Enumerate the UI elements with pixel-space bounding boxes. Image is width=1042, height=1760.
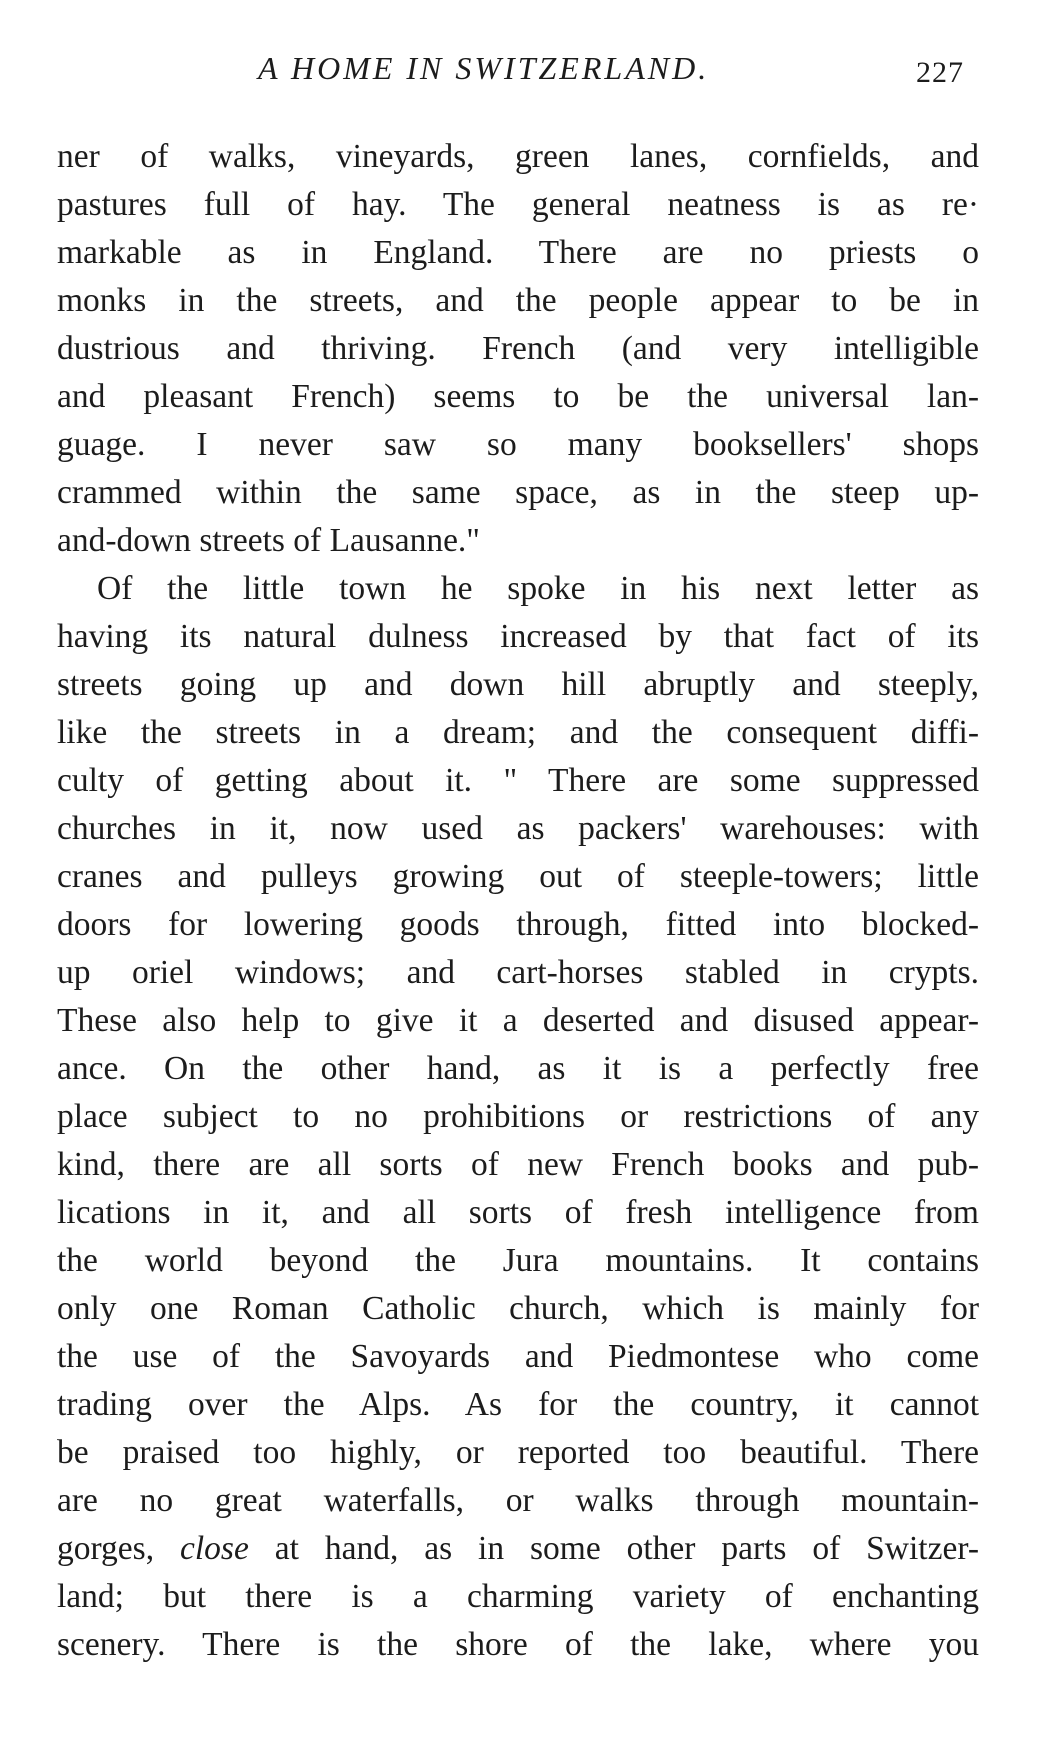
text-line: lications in it, and all sorts of fresh intelligence from bbox=[57, 1194, 979, 1231]
paragraph-continuation bbox=[57, 133, 979, 565]
text-line: are no great waterfalls, or walks through mountain- bbox=[57, 1482, 979, 1519]
text-line: the use of the Savoyards and Piedmontese who come bbox=[57, 1338, 979, 1375]
text-line: gorges, close at hand, as in some other parts of Switzer- bbox=[57, 1530, 979, 1567]
body-text bbox=[57, 133, 979, 1669]
text-line: Of the little town he spoke in his next letter as bbox=[97, 570, 979, 607]
text-line: ance. On the other hand, as it is a perfectly free bbox=[57, 1050, 979, 1087]
running-title: A HOME IN SWITZERLAND. bbox=[258, 50, 710, 86]
text-line: be praised too highly, or reported too beautiful. There bbox=[57, 1434, 979, 1471]
text-line: cranes and pulleys growing out of steeple-towers; little bbox=[57, 858, 979, 895]
text-line: trading over the Alps. As for the country, it cannot bbox=[57, 1386, 979, 1423]
text-line: pastures full of hay. The general neatness is as re· bbox=[57, 186, 979, 223]
text-line: churches in it, now used as packers' warehouses: with bbox=[57, 810, 979, 847]
running-head bbox=[0, 50, 1042, 90]
text-line: markable as in England. There are no priests o bbox=[57, 234, 979, 271]
text-line: These also help to give it a deserted and disused appear- bbox=[57, 1002, 979, 1039]
text-line: monks in the streets, and the people appear to be in bbox=[57, 282, 979, 319]
text-line: the world beyond the Jura mountains. It contains bbox=[57, 1242, 979, 1279]
text-line: doors for lowering goods through, fitted into blocked- bbox=[57, 906, 979, 943]
text-line: ner of walks, vineyards, green lanes, cornfields, and bbox=[57, 138, 979, 175]
text-line: guage. I never saw so many booksellers' shops bbox=[57, 426, 979, 463]
text-line: having its natural dulness increased by that fact of its bbox=[57, 618, 979, 655]
emphasized-word: close bbox=[180, 1530, 249, 1567]
text-line: culty of getting about it. " There are some suppressed bbox=[57, 762, 979, 799]
text-line: place subject to no prohibitions or restrictions of any bbox=[57, 1098, 979, 1135]
text-line: up oriel windows; and cart-horses stabled in crypts. bbox=[57, 954, 979, 991]
text-line: land; but there is a charming variety of enchanting bbox=[57, 1578, 979, 1615]
text-line: dustrious and thriving. French (and very intelligible bbox=[57, 330, 979, 367]
text-line: streets going up and down hill abruptly and steeply, bbox=[57, 666, 979, 703]
text-line: and-down streets of Lausanne." bbox=[57, 522, 480, 559]
page-number: 227 bbox=[916, 56, 964, 89]
paragraph-lausanne-letter bbox=[57, 565, 979, 1669]
text-line: crammed within the same space, as in the steep up- bbox=[57, 474, 979, 511]
text-line: only one Roman Catholic church, which is mainly for bbox=[57, 1290, 979, 1327]
text-line: scenery. There is the shore of the lake, where you bbox=[57, 1626, 979, 1663]
text-line: kind, there are all sorts of new French books and pub- bbox=[57, 1146, 979, 1183]
text-line: like the streets in a dream; and the consequent diffi- bbox=[57, 714, 979, 751]
text-line: and pleasant French) seems to be the universal lan- bbox=[57, 378, 979, 415]
